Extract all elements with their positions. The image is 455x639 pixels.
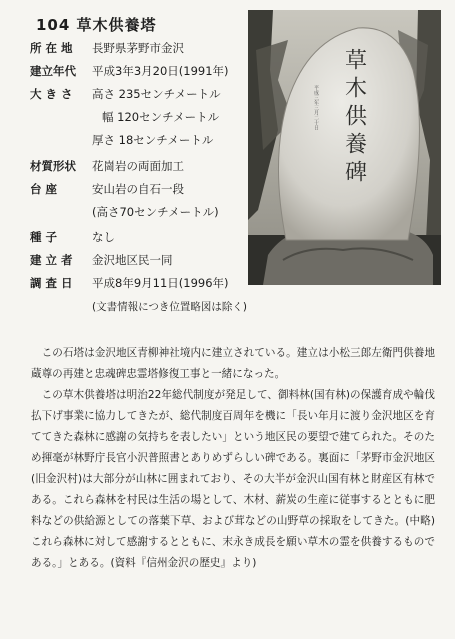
field-label: 建立年代 [30,64,76,78]
field-survey-date [30,275,229,291]
field-value: 花崗岩の両面加工 [92,159,184,173]
field-value: 平成3年3月20日(1991年) [92,64,229,78]
field-erected-date [30,63,229,79]
field-pedestal-height [30,204,219,220]
field-label: 調 査 日 [30,276,73,290]
paragraph: この草木供養塔は明治22年総代制度が発足して、御料林(国有林)の保護育成や輪伐払下げ事業に協力してきたが、総代制度百周年を機に「長い年月に渡り金沢地区を育ててきた森林に感謝の気持ちを表したい」という地区民の要望で建てられた。そのため揮毫が林野庁長官小沢普照書とありめずらしい碑である。裏面に「茅野市金沢地区(旧金沢村)は大部分が山林に囲まれており、その大半が金沢山国有林と財産区有林である。これら森林を村民は生活の場として、木材、薪炭の生産に従事するとともに肥料などの供給源としての落葉下草、および茸などの山野草の採取をしてきた。(中略)これら森林に対して感謝するとともに、末永き成長を願い草木の霊を供養するものである。」とある。(資料『信州金沢の歴史』より) [31,389,435,569]
field-seed-syllable [30,229,115,245]
page-title: 104 草木供養塔 [36,16,157,34]
monument-small-inscription: 平成三年三月二十日 [313,85,319,130]
field-value: (高さ70センチメートル) [92,205,219,219]
survey-note: (文書情報につき位置略図は除く) [92,301,247,313]
monument-inscription: 草木供養碑 [341,48,367,188]
field-size-thickness [30,132,213,148]
field-label: 大 き さ [30,87,73,101]
paragraph: この石塔は金沢地区青柳神社境内に建立されている。建立は小松三郎左衛門供養地蔵尊の再建と忠魂碑忠霊塔修復工事と一緒になった。 [31,347,435,380]
field-value: 平成8年9月11日(1996年) [92,276,229,290]
field-value: 幅 120センチメートル [102,110,220,124]
field-value: なし [92,230,115,244]
field-value: 長野県茅野市金沢 [92,41,184,55]
field-size-width [30,109,219,125]
field-label: 建 立 者 [30,253,73,267]
field-label: 所 在 地 [30,41,73,55]
field-value: 金沢地区民一同 [92,253,173,267]
field-size-height [30,86,221,102]
description-body [31,343,435,574]
field-label: 種 子 [30,230,58,244]
field-value: 厚さ 18センチメートル [92,133,214,147]
field-pedestal [30,181,184,197]
field-value: 高さ 235センチメートル [92,87,221,101]
field-value: 安山岩の自石一段 [92,182,184,196]
field-material [30,158,184,174]
field-erected-by [30,252,173,268]
monument-photo [248,10,441,285]
monument-illustration [248,10,441,285]
field-location [30,40,184,56]
field-label: 台 座 [30,182,58,196]
field-label: 材質形状 [30,159,76,173]
